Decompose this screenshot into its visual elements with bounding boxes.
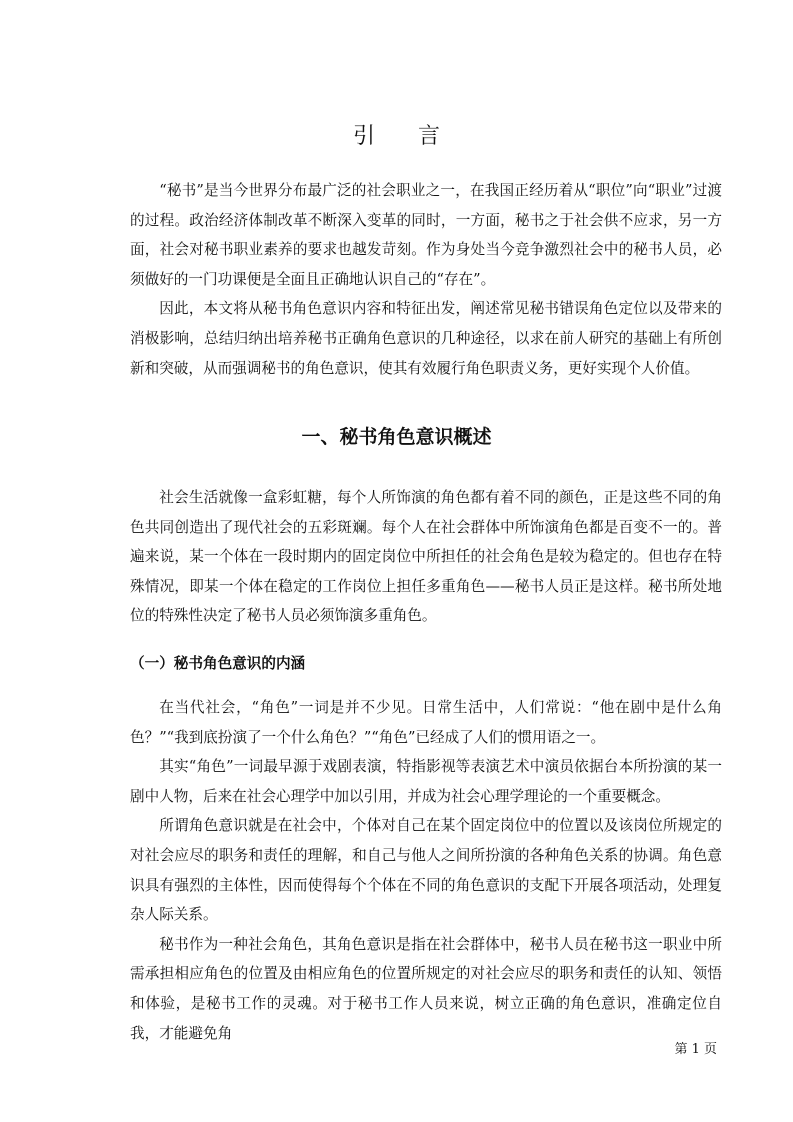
section-1-body xyxy=(130,483,722,631)
intro-title: 引 言 xyxy=(353,124,458,149)
page-number: 第 1 页 xyxy=(674,1042,717,1057)
subsection-1-paragraph-3: 所谓角色意识就是在社会中，个体对自己在某个固定岗位中的位置以及该岗位所规定的对社会应尽的职务和责任的理解，和自己与他人之间所扮演的各种角色关系的协调。角色意识具有强烈的主体性，因而使得每个个体在不同的角色意识的支配下开展各项活动，处理复杂人际关系。 xyxy=(130,817,722,924)
subsection-1-paragraph-1: 在当代社会，“角色”一词是并不少见。日常生活中，人们常说：“他在剧中是什么角色？”“我到底扮演了一个什么角色？”“角色”已经成了人们的惯用语之一。 xyxy=(130,699,722,746)
section-1-heading: 一、秘书角色意识概述 xyxy=(301,426,492,448)
subsection-1-heading: （一）秘书角色意识的内涵 xyxy=(130,655,306,672)
intro-body xyxy=(130,176,722,383)
section-1-paragraph-1: 社会生活就像一盒彩虹糖，每个人所饰演的角色都有着不同的颜色，正是这些不同的角色共同创造出了现代社会的五彩斑斓。每个人在社会群体中所饰演角色都是百变不一的。普遍来说，某一个体在一段时期内的固定岗位中所担任的社会角色是较为稳定的。但也存在特殊情况，即某一个体在稳定的工作岗位上担任多重角色——秘书人员正是这样。秘书所处地位的特殊性决定了秘书人员必须饰演多重角色。 xyxy=(130,489,722,625)
subsection-1-paragraph-2: 其实“角色”一词最早源于戏剧表演，特指影视等表演艺术中演员依据台本所扮演的某一剧中人物，后来在社会心理学中加以引用，并成为社会心理学理论的一个重要概念。 xyxy=(130,758,722,805)
subsection-1-body xyxy=(130,693,722,1048)
subsection-1-paragraph-4: 秘书作为一种社会角色，其角色意识是指在社会群体中，秘书人员在秘书这一职业中所需承担相应角色的位置及由相应角色的位置所规定的对社会应尽的职务和责任的认知、领悟和体验，是秘书工作的灵魂。对于秘书工作人员来说，树立正确的角色意识，准确定位自我，才能避免角 xyxy=(130,935,722,1042)
intro-paragraph-2: 因此，本文将从秘书角色意识内容和特征出发，阐述常见秘书错误角色定位以及带来的消极影响，总结归纳出培养秘书正确角色意识的几种途径，以求在前人研究的基础上有所创新和突破，从而强调秘书的角色意识，使其有效履行角色职责义务，更好实现个人价值。 xyxy=(130,300,722,377)
intro-paragraph-1: “秘书”是当今世界分布最广泛的社会职业之一，在我国正经历着从“职位”向“职业”过渡的过程。政治经济体制改革不断深入变革的同时，一方面，秘书之于社会供不应求，另一方面，社会对秘书职业素养的要求也越发苛刻。作为身处当今竞争激烈社会中的秘书人员，必须做好的一门功课便是全面且正确地认识自己的“存在”。 xyxy=(130,182,722,288)
